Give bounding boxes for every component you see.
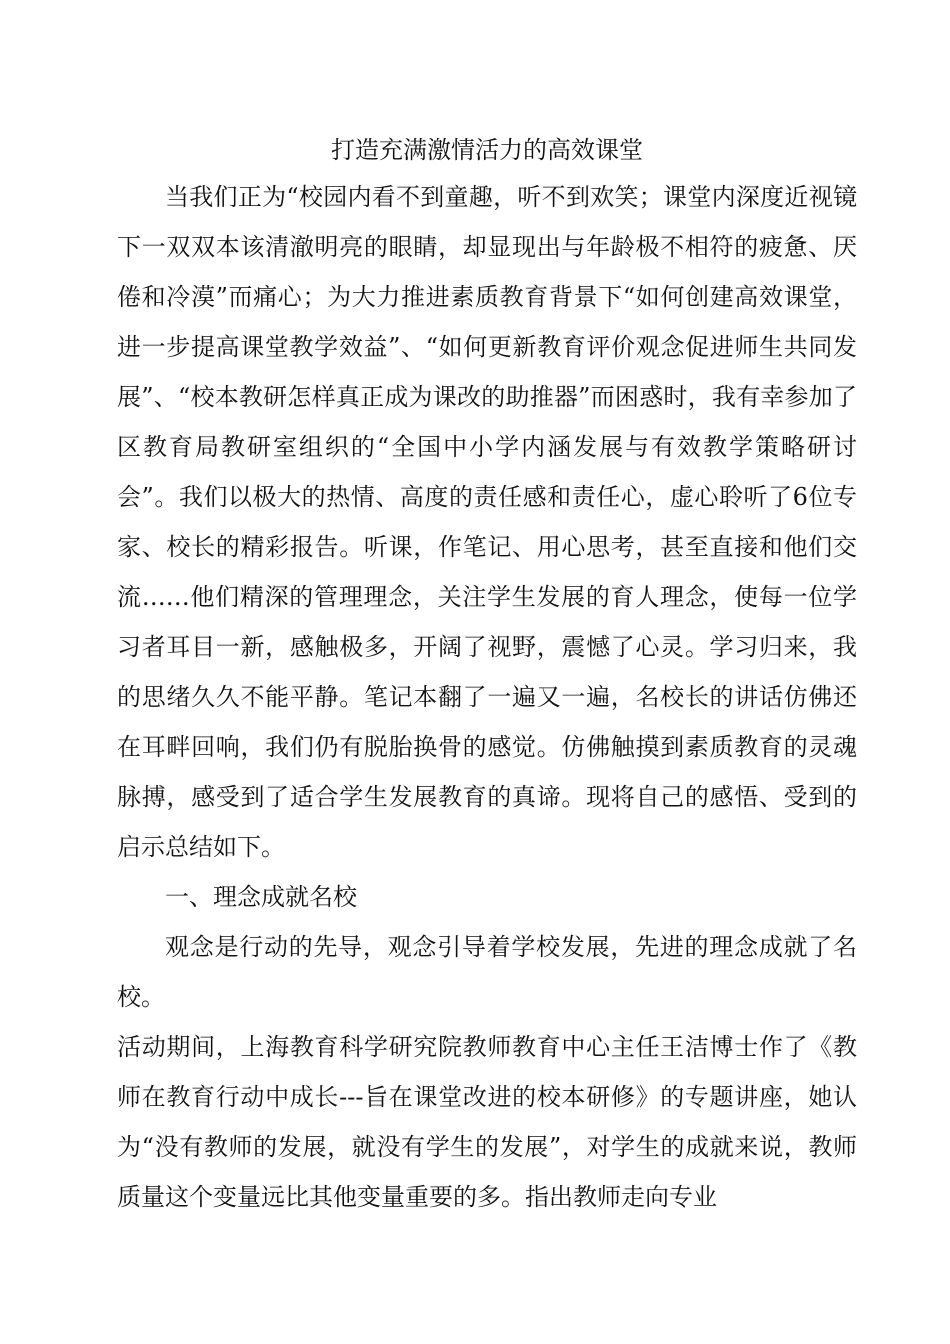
- section-heading: 一、理念成就名校: [165, 883, 357, 911]
- body-paragraph: 活动期间，上海教育科学研究院教师教育中心主任王洁博士作了《教师在教育行动中成长---旨在课堂改进的校本研修》的专题讲座，她认为“没有教师的发展，就没有学生的发展”，对学生的成就来说，教师质量这个变量远比其他变量重要的多。指出教师走向专业: [117, 1033, 857, 1211]
- document-body: [117, 128, 857, 1222]
- section-paragraph: 观念是行动的先导，观念引导着学校发展，先进的理念成就了名校。: [117, 933, 857, 1011]
- intro-paragraph: 当我们正为“校园内看不到童趣，听不到欢笑；课堂内深度近视镜下一双双本该清澈明亮的眼睛，却显现出与年龄极不相符的疲惫、厌倦和冷漠”而痛心；为大力推进素质教育背景下“如何创建高效课堂，进一步提高课堂教学效益”、“如何更新教育评价观念促进师生共同发展”、“校本教研怎样真正成为课改的助推器”而困惑时，我有幸参加了区教育局教研室组织的“全国中小学内涵发展与有效教学策略研讨会”。我们以极大的热情、高度的责任感和责任心，虚心聆听了6位专家、校长的精彩报告。听课，作笔记、用心思考，甚至直接和他们交流……他们精深的管理理念，关注学生发展的育人理念，使每一位学习者耳目一新，感触极多，开阔了视野，震憾了心灵。学习归来，我的思绪久久不能平静。笔记本翻了一遍又一遍，名校长的讲话仿佛还在耳畔回响，我们仍有脱胎换骨的感觉。仿佛触摸到素质教育的灵魂脉搏，感受到了适合学生发展教育的真谛。现将自己的感悟、受到的启示总结如下。: [117, 183, 857, 861]
- document-title: 打造充满激情活力的高效课堂: [331, 136, 643, 164]
